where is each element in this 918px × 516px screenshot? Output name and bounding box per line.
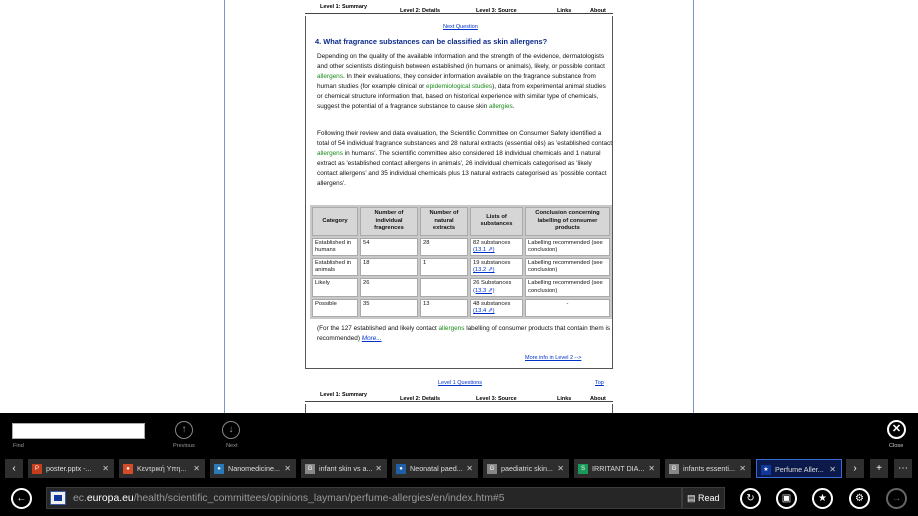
allergens-link[interactable]: allergens [438, 325, 465, 332]
substance-count: 48 substances [473, 300, 511, 307]
paragraph-evaluation [317, 129, 612, 190]
level2-tab[interactable]: Level 2: Details [400, 8, 441, 14]
powerpoint-icon: P [32, 464, 42, 474]
scribd-icon: S [578, 464, 588, 474]
level-bar-underline [305, 13, 613, 14]
natural-count-cell: 28 [420, 238, 468, 256]
table-row [312, 238, 610, 256]
level2-tab[interactable]: Level 2: Details [400, 396, 441, 402]
tab-title: infant skin vs a... [319, 464, 373, 473]
next-label: Next [226, 443, 238, 449]
url-text[interactable] [73, 493, 504, 504]
site-icon: ● [123, 464, 133, 474]
close-tab-icon[interactable]: ✕ [648, 464, 655, 473]
level1-tab[interactable]: Level 1: Summary [320, 4, 368, 10]
close-tab-icon[interactable]: ✕ [284, 464, 291, 473]
level3-tab[interactable]: Level 3: Source [476, 396, 517, 402]
eu-flag-icon [50, 491, 66, 505]
tab-title: Nanomedicine... [228, 464, 280, 473]
category-cell: Established in humans [312, 238, 358, 256]
paragraph-criteria [317, 52, 612, 113]
close-tab-icon[interactable]: ✕ [557, 464, 564, 473]
browser-tab[interactable] [665, 459, 751, 478]
about-tab[interactable]: About [590, 396, 606, 402]
table-row [312, 278, 610, 296]
level1-tab[interactable]: Level 1: Summary [320, 392, 368, 398]
substance-count: 19 substances [473, 259, 511, 266]
tab-title: infants essenti... [683, 464, 735, 473]
close-tab-icon[interactable]: ✕ [193, 464, 200, 473]
back-icon[interactable]: ← [11, 488, 32, 509]
substance-count: 82 substances [473, 239, 511, 246]
tab-title: Perfume Aller... [775, 465, 824, 474]
level-bar-underline [305, 401, 613, 402]
glossary-link[interactable]: allergens [317, 73, 343, 81]
individual-count-cell: 35 [360, 299, 418, 317]
tab-title: Neonatal paed... [410, 464, 463, 473]
tab-title: paediatric skin... [501, 464, 553, 473]
url-field[interactable] [46, 487, 682, 509]
browser-tab[interactable] [756, 459, 842, 478]
site-icon: ● [396, 464, 406, 474]
url-domain: europa.eu [86, 493, 134, 504]
links-tab[interactable]: Links [557, 8, 572, 14]
individual-count-cell: 26 [360, 278, 418, 296]
url-path: /health/scientific_committees/opinions_layman/perfume-allergies/en/index.htm#5 [133, 493, 505, 504]
conclusion-text: (For the 127 established and likely contact [317, 325, 439, 332]
paragraph-conclusion [317, 324, 612, 344]
top-link[interactable]: Top [595, 380, 604, 386]
close-tab-icon[interactable]: ✕ [466, 464, 473, 473]
close-find-icon[interactable]: ✕ [887, 420, 906, 439]
substance-list-cell [470, 299, 523, 317]
substance-list-cell [470, 258, 523, 276]
col-conclusion: Conclusion concerning labelling of consumer products [525, 207, 610, 236]
substance-list-link[interactable]: (13.2 ⇗) [473, 267, 495, 274]
next-question-link[interactable]: Next Question [443, 24, 478, 30]
browser-tab[interactable] [301, 459, 387, 478]
browser-tab[interactable] [119, 459, 205, 478]
conclusion-cell: Labelling recommended (see conclusion) [525, 278, 610, 296]
more-link[interactable]: More... [361, 335, 382, 343]
browser-tab[interactable] [574, 459, 660, 478]
scroll-tabs-left-icon[interactable]: ‹ [5, 459, 23, 478]
eu-flag-icon: ★ [761, 465, 771, 475]
glossary-link[interactable]: allergies [488, 103, 513, 111]
level3-tab[interactable]: Level 3: Source [476, 8, 517, 14]
site-icon: ● [214, 464, 224, 474]
more-info-level2-link[interactable]: More info in Level 2 --> [525, 355, 582, 361]
find-label: Find [13, 443, 24, 449]
level-navigation-top [0, 0, 918, 16]
substance-list-cell [470, 278, 523, 296]
scroll-tabs-right-icon[interactable]: › [846, 459, 864, 478]
tab-menu-icon[interactable]: ⋯ [894, 459, 912, 478]
google-icon: G [305, 464, 315, 474]
close-tab-icon[interactable]: ✕ [829, 465, 836, 474]
page-tools-wrench-icon[interactable]: ⚙ [849, 488, 870, 509]
tab-title: poster.pptx -... [46, 464, 92, 473]
category-cell: Likely [312, 278, 358, 296]
browser-tab[interactable] [392, 459, 478, 478]
natural-count-cell: 13 [420, 299, 468, 317]
substance-list-cell [470, 238, 523, 256]
tab-bar [0, 455, 918, 483]
table-header-row [312, 207, 610, 236]
table-row [312, 258, 610, 276]
individual-count-cell: 54 [360, 238, 418, 256]
substance-list-link[interactable]: (13.4 ⇗) [473, 307, 495, 314]
close-tab-icon[interactable]: ✕ [375, 464, 382, 473]
col-natural: Number of natural extracts [420, 207, 468, 236]
col-lists: Lists of substances [470, 207, 523, 236]
close-tab-icon[interactable]: ✕ [739, 464, 746, 473]
allergen-table [310, 205, 612, 319]
close-tab-icon[interactable]: ✕ [102, 464, 109, 473]
links-tab[interactable]: Links [557, 396, 572, 402]
browser-tab[interactable] [28, 459, 114, 478]
col-category: Category [312, 207, 358, 236]
col-individual: Number of individual fragrences [360, 207, 418, 236]
content-box-next [305, 404, 613, 413]
previous-label: Previous [173, 443, 195, 449]
content-box [305, 16, 613, 369]
paragraph-evaluation-text: Following their review and data evaluation, the Scientific Committee on Consumer Safety identified a total of 54 individual fragrance substances and 28 natural extracts (essential oils) as 'established contact [317, 130, 613, 148]
previous-arrow-icon[interactable]: ↑ [175, 421, 193, 439]
browser-tab[interactable] [210, 459, 296, 478]
category-cell: Possible [312, 299, 358, 317]
conclusion-cell: Labelling recommended (see conclusion) [525, 238, 610, 256]
glossary-link[interactable]: allergens [317, 150, 343, 158]
about-tab[interactable]: About [590, 8, 606, 14]
tab-title: Κεντρική Υπη... [137, 464, 187, 473]
browser-tab[interactable] [483, 459, 569, 478]
find-bar [0, 413, 918, 455]
substance-list-link[interactable]: (13.3 ⇗) [473, 287, 495, 294]
natural-count-cell: 1 [420, 258, 468, 276]
tab-title: IRRITANT DIA... [592, 464, 645, 473]
address-bar [0, 483, 918, 516]
glossary-link[interactable]: epidemiological studies [426, 83, 493, 91]
level-navigation-bottom [0, 388, 918, 404]
close-label: Close [889, 443, 904, 449]
conclusion-cell: - [525, 299, 610, 317]
question-title: 4. What fragrance substances can be classified as skin allergens? [315, 37, 548, 46]
url-prefix: ec. [73, 493, 87, 504]
substance-count: 26 Substances [473, 280, 512, 287]
forward-icon[interactable]: → [886, 488, 907, 509]
book-icon: ▤ [687, 493, 699, 503]
paragraph-criteria-text: ), data from experimental animal studies or chemical structure information that, based on historical experience with similar type of chemicals, suggest the potential of a fragrance substance to cause skin [317, 83, 606, 111]
reading-view-button[interactable] [682, 487, 725, 509]
substance-list-link[interactable]: (13.1 ⇗) [473, 246, 495, 253]
new-tab-icon[interactable]: + [870, 459, 888, 478]
level1-questions-link[interactable]: Level 1 Questions [438, 380, 483, 386]
paragraph-criteria-text: Depending on the quality of the available information and the strength of the evidence, dermatologists and other scientists distinguish between established (in humans or animals), likely, or possible contact [317, 53, 605, 71]
table-row [312, 299, 610, 317]
individual-count-cell: 18 [360, 258, 418, 276]
conclusion-cell: Labelling recommended (see conclusion) [525, 258, 610, 276]
paragraph-criteria-text: . In their evaluations, they consider information available on the fragrance substance from human studies (for example clinical or [317, 73, 596, 91]
refresh-icon[interactable]: ↻ [740, 488, 761, 509]
category-cell: Established in animals [312, 258, 358, 276]
google-icon: G [487, 464, 497, 474]
favorites-star-icon[interactable]: ★ [812, 488, 833, 509]
find-input[interactable] [12, 423, 145, 439]
next-arrow-icon[interactable]: ↓ [222, 421, 240, 439]
tabs-icon[interactable]: ▣ [776, 488, 797, 509]
natural-count-cell [420, 278, 468, 296]
paragraph-evaluation-text: in humans'. The scientific committee also considered 18 individual chemicals and 1 natural extract as 'established contact allergens in animals', 26 individual chemicals categorised as 'likely contact allergens' and 35 individual chemicals plus 13 natural extracts categorised as 'possible contact allergens'. [317, 150, 607, 188]
google-icon: G [669, 464, 679, 474]
read-label: Read [698, 493, 720, 503]
conclusion-text-2: labelling of consumer products that contain them is recommended) [317, 325, 611, 343]
paragraph-criteria-text: . [512, 103, 515, 111]
